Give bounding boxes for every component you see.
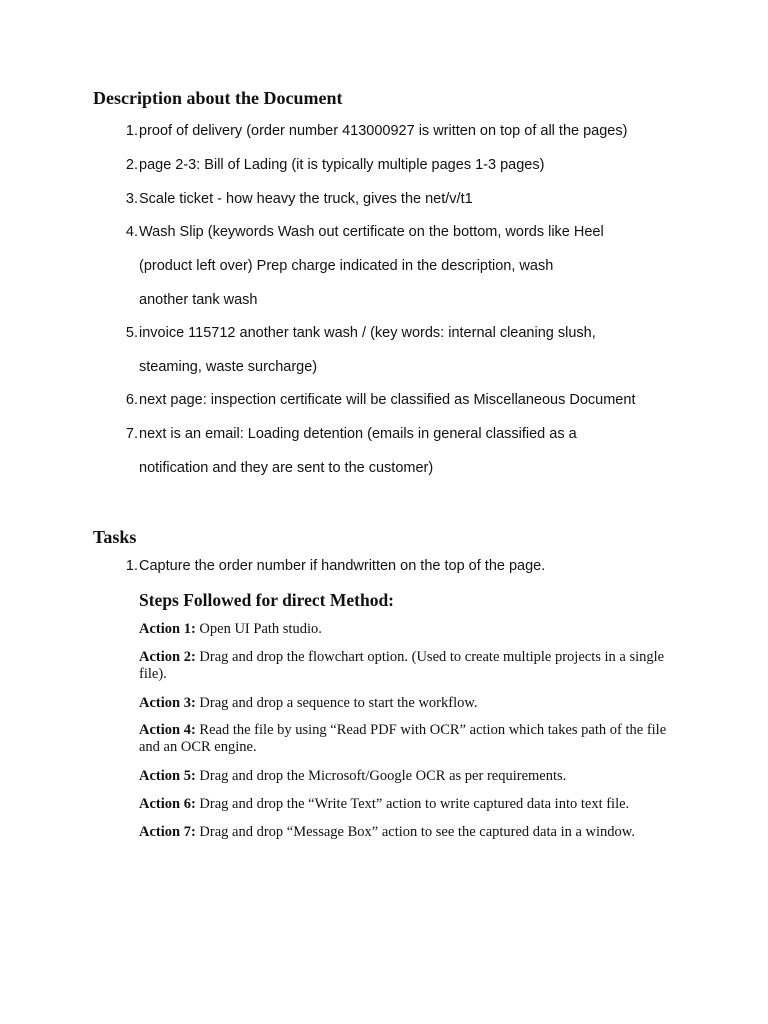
list-number: 1. xyxy=(125,123,138,139)
list-item-text: (product left over) Prep charge indicated in the description, wash xyxy=(139,258,554,274)
action-label: Action 1: xyxy=(139,621,196,637)
steps-heading: Steps Followed for direct Method: xyxy=(139,590,395,610)
list-item-text: invoice 115712 another tank wash / (key words: internal cleaning slush, xyxy=(139,325,596,341)
action-step xyxy=(139,621,679,638)
action-text: Drag and drop a sequence to start the workflow. xyxy=(195,695,478,711)
list-number: 7. xyxy=(125,426,138,442)
list-item-text: steaming, waste surcharge) xyxy=(139,359,318,375)
list-number: 6. xyxy=(125,392,138,408)
list-item-text: notification and they are sent to the customer) xyxy=(139,460,434,476)
list-item-text: proof of delivery (order number 413000927 is written on top of all the pages) xyxy=(139,123,628,139)
list-number: 2. xyxy=(125,157,138,173)
tasks-heading: Tasks xyxy=(93,527,137,547)
action-step xyxy=(139,768,679,785)
action-label: Action 5: xyxy=(139,768,196,784)
description-heading: Description about the Document xyxy=(93,88,343,108)
action-text: Read the file by using “Read PDF with OCR” action which takes path of the file and an OCR engine. xyxy=(139,722,667,755)
action-step xyxy=(139,649,679,683)
list-item-text: page 2-3: Bill of Lading (it is typically multiple pages 1-3 pages) xyxy=(139,157,545,173)
action-label: Action 3: xyxy=(139,695,196,711)
action-text: Drag and drop the “Write Text” action to write captured data into text file. xyxy=(195,796,630,812)
action-step xyxy=(139,695,679,712)
action-text: Drag and drop the flowchart option. (Used to create multiple projects in a single file). xyxy=(139,649,665,682)
action-label: Action 4: xyxy=(139,722,196,738)
list-number: 1. xyxy=(125,558,138,574)
action-step xyxy=(139,824,679,841)
list-item-text: Scale ticket - how heavy the truck, gives the net/v/t1 xyxy=(139,191,473,207)
action-label: Action 2: xyxy=(139,649,196,665)
list-item-text: next page: inspection certificate will be classified as Miscellaneous Document xyxy=(139,392,636,408)
list-number: 4. xyxy=(125,224,138,240)
list-item-text: next is an email: Loading detention (emails in general classified as a xyxy=(139,426,577,442)
action-label: Action 6: xyxy=(139,796,196,812)
action-text: Open UI Path studio. xyxy=(195,621,322,637)
action-text: Drag and drop the Microsoft/Google OCR as per requirements. xyxy=(195,768,567,784)
action-label: Action 7: xyxy=(139,824,196,840)
list-number: 3. xyxy=(125,191,138,207)
list-number: 5. xyxy=(125,325,138,341)
list-item-text: Capture the order number if handwritten on the top of the page. xyxy=(139,558,546,574)
action-text: Drag and drop “Message Box” action to see the captured data in a window. xyxy=(195,824,635,840)
list-item-text: Wash Slip (keywords Wash out certificate on the bottom, words like Heel xyxy=(139,224,604,240)
list-item-text: another tank wash xyxy=(139,292,258,308)
action-step xyxy=(139,796,679,813)
action-step xyxy=(139,722,679,756)
